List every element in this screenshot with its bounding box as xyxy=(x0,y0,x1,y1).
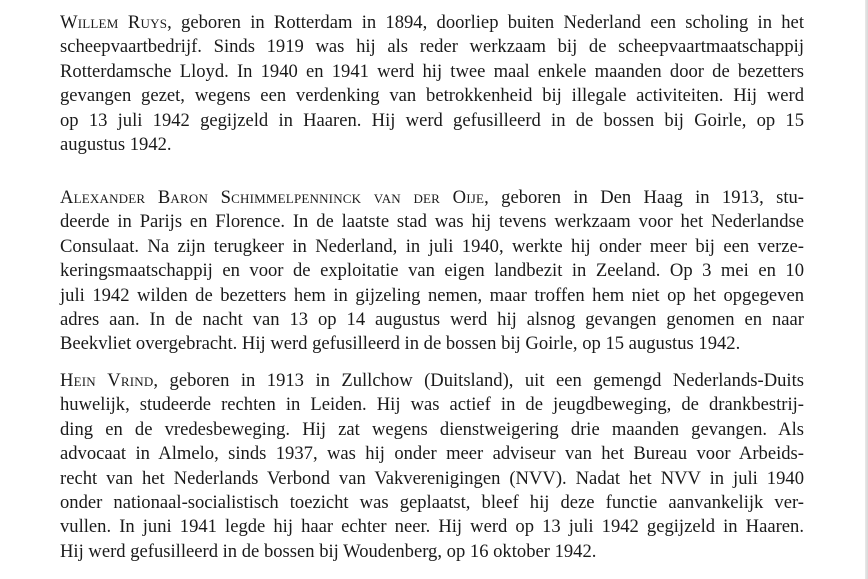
text-line-content: , geboren in Rotterdam in 1894, doorliep buiten Nederland een scholing in het xyxy=(167,12,804,33)
text-line: Hij werd gefusilleerd in de bossen bij Woudenberg, op 16 oktober 1942. xyxy=(60,540,597,562)
biography-paragraph-ruys xyxy=(60,11,804,157)
text-line: Beekvliet overgebracht. Hij werd gefusilleerd in de bossen bij Goirle, op 15 augustus 1942. xyxy=(60,333,741,355)
text-line xyxy=(60,11,804,35)
text-line: juli 1942 wilden de bezetters hem in gijzeling nemen, maar troffen hem niet op het opgegeven xyxy=(60,284,804,306)
text-line: onder nationaal-socialistisch toezicht was geplaatst, bleef hij deze functie aanvankelijk ver- xyxy=(60,491,804,513)
text-line: ding en de vredesbeweging. Hij zat wegens dienstweigering drie maanden gevangen. Als xyxy=(60,418,804,440)
person-name: Hein Vrind xyxy=(60,370,154,391)
person-name: Alexander Baron Schimmelpenninck van der Oije xyxy=(60,187,485,208)
text-line: Rotterdamsche Lloyd. In 1940 en 1941 werd hij twee maal enkele maanden door de bezetters xyxy=(60,60,804,82)
text-line: op 13 juli 1942 gegijzeld in Haaren. Hij werd gefusilleerd in de bossen bij Goirle, op 15 xyxy=(60,109,804,131)
text-line: augustus 1942. xyxy=(60,133,172,155)
text-line: huwelijk, studeerde rechten in Leiden. Hij was actief in de jeugdbeweging, de drankbestrij- xyxy=(60,394,804,416)
text-line: scheepvaartbedrijf. Sinds 1919 was hij als reder werkzaam bij de scheepvaartmaatschappij xyxy=(60,36,804,58)
text-line: vullen. In juni 1941 legde hij haar echter neer. Hij werd op 13 juli 1942 gegijzeld in Haaren. xyxy=(60,516,804,538)
text-line xyxy=(60,186,804,210)
person-name: Willem Ruys xyxy=(60,12,168,33)
biography-paragraph-schimmelpenninck xyxy=(60,186,804,357)
text-line: Consulaat. Na zijn terugkeer in Nederland, in juli 1940, werkte hij onder meer bij een verze- xyxy=(60,235,804,257)
text-line: deerde in Parijs en Florence. In de laatste stad was hij tevens werkzaam voor het Nederlandse xyxy=(60,211,804,233)
text-line xyxy=(60,369,804,393)
text-line: keringsmaatschappij en voor de exploitatie van eigen landbezit in Zeeland. Op 3 mei en 10 xyxy=(60,260,804,282)
text-line: recht van het Nederlands Verbond van Vakverenigingen (NVV). Nadat het NVV in juli 1940 xyxy=(60,467,804,489)
biography-paragraph-vrind xyxy=(60,369,804,564)
text-line: gevangen gezet, wegens een verdenking van betrokkenheid bij illegale activiteiten. Hij werd xyxy=(60,85,804,107)
text-line-content: , geboren in Den Haag in 1913, stu- xyxy=(484,187,804,208)
text-line: advocaat in Almelo, sinds 1937, was hij onder meer adviseur van het Bureau voor Arbeids- xyxy=(60,443,804,465)
text-line: adres aan. In de nacht van 13 op 14 augustus werd hij alsnog gevangen genomen en naar xyxy=(60,308,804,330)
text-line-content: , geboren in 1913 in Zullchow (Duitsland), uit een gemengd Nederlands-Duits xyxy=(153,370,804,391)
